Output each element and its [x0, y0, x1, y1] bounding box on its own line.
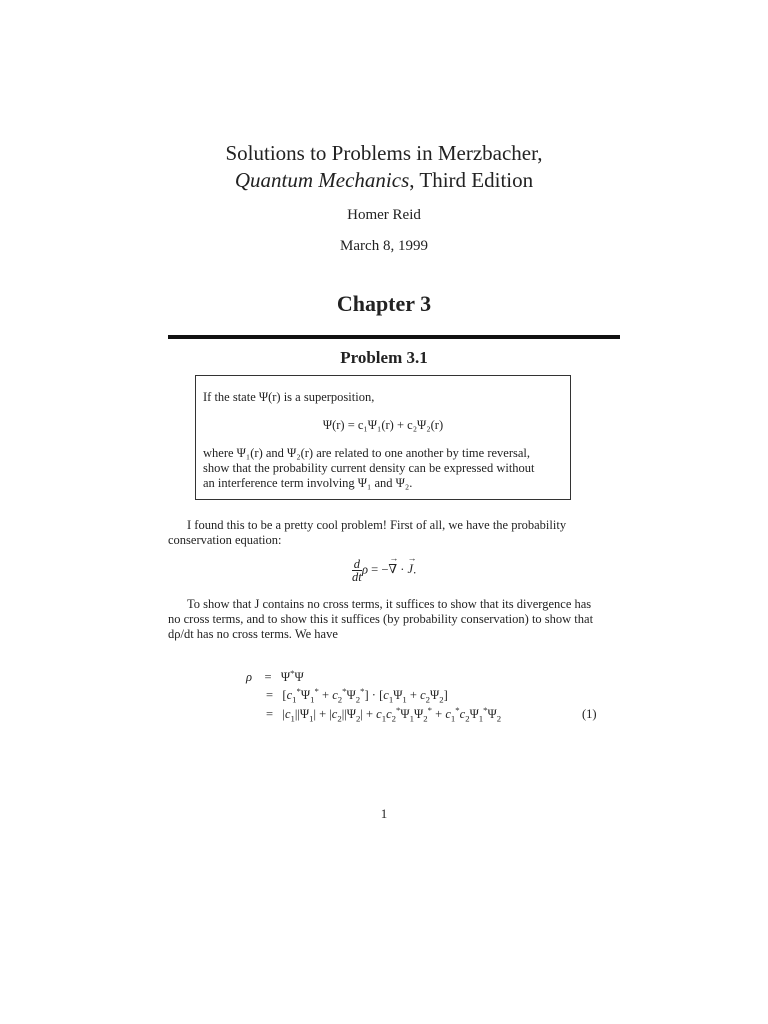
author: Homer Reid	[347, 207, 421, 223]
equation-line-2: = $[c_1^*\Psi_1^* + c_2^*\Psi_2^*] \cdot [c_1\Psi_1 + c_2\Psi_2]$	[266, 685, 448, 705]
book-title: Quantum Mechanics	[234, 168, 410, 192]
problem-intro: If the state Ψ(r) is a superposition,	[203, 390, 375, 404]
problem-equation: Ψ(r) = c₁Ψ₁(r) + c₂Ψ₂(r)	[322, 418, 444, 432]
chapter-rule	[168, 335, 620, 339]
problem-heading: Problem 3.1	[340, 348, 428, 367]
date: March 8, 1999	[340, 238, 428, 254]
problem-text-line-1: where Ψ₁(r) and Ψ₂(r) are related to one another by time reversal,	[203, 446, 531, 460]
solution-paragraph-2: To show that J contains no cross terms, it suffices to show that its divergence has no cross terms, and to show this it suffices (by probability conservation) to show that dρ/dt has no cross terms. We have	[168, 597, 594, 641]
time-derivative-fraction: $\frac{d}{dt}$	[352, 557, 362, 584]
solution-paragraph-1: I found this to be a pretty cool problem! First of all, we have the probability conservation equation:	[168, 518, 567, 547]
document-title	[0, 140, 768, 193]
equation-line-1: ρ = Ψ*Ψ	[246, 667, 304, 684]
title-line-1: Solutions to Problems in Merzbacher,	[225, 141, 543, 165]
equation-line-3: = $|c_1||\Psi_1| + |c_2||\Psi_2| + c_1c_2^*\Psi_1\Psi_2^* + c_1^*c_2\Psi_1^*\Psi_2$	[266, 704, 502, 724]
equation-number: (1)	[582, 707, 597, 721]
edition-text: , Third Edition	[409, 168, 534, 192]
chapter-heading: Chapter 3	[336, 291, 432, 316]
problem-text-line-2: show that the probability current density can be expressed without	[203, 461, 535, 475]
page-number: 1	[380, 806, 388, 821]
title-line-2	[0, 167, 768, 193]
problem-text-line-3: an interference term involving Ψ₁ and Ψ₂.	[203, 476, 413, 490]
continuity-equation: $\frac{d}{dt}$ ρ = −∇ → · J → .	[352, 553, 417, 584]
